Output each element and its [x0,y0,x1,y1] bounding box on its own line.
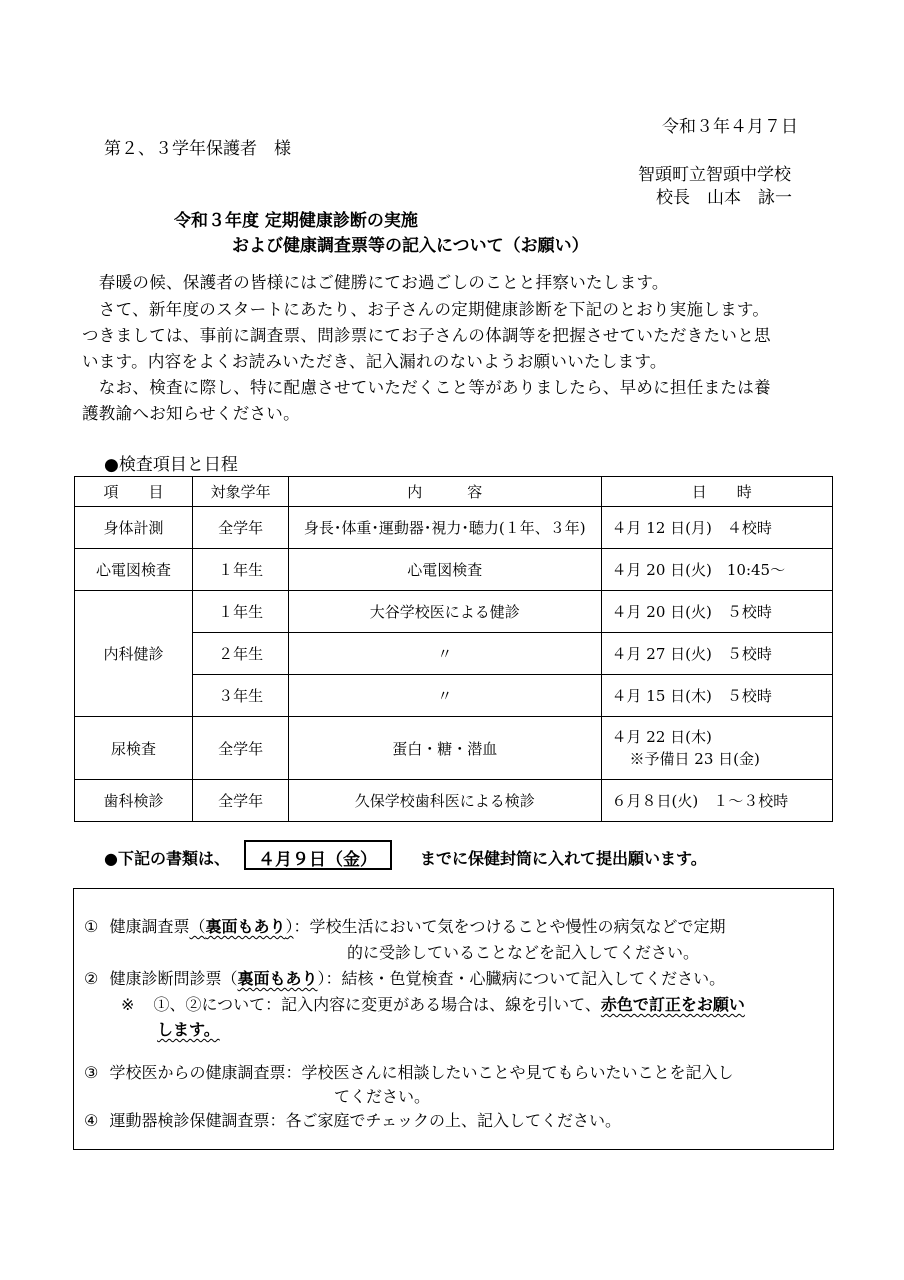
item-desc: ：学校医さんに相談したいことや見てもらいたいことを記入し [285,1063,734,1082]
schedule-table [74,476,833,822]
item-number: ④ [84,1111,99,1130]
cell-grade: １年生 [193,549,289,591]
table-row [75,549,833,591]
cell-date-group [601,717,832,780]
cell-item: 身体計測 [75,507,193,549]
cell-date: ４月 15 日(木) ５校時 [601,675,832,717]
body-line: さて、新年度のスタートにあたり、お子さんの定期健康診断を下記のとおり実施します。 [82,300,770,319]
item-name: 学校医からの健康調査票 [109,1063,286,1082]
cell-date: ４月 20 日(火) 10:45～ [601,549,832,591]
document-item-2: ② 健康診断問診票（裏面もあり）：結核・色覚検査・心臓病について記入してください。 [84,969,726,988]
recipient: 第２、３学年保護者 様 [104,139,291,159]
cell-grade: ２年生 [193,633,289,675]
cell-date: ４月 12 日(月) ４校時 [601,507,832,549]
item-number: ② [84,969,99,988]
cell-content: 蛋白・糖・潜血 [289,717,601,780]
item-number: ③ [84,1063,99,1082]
item-desc: ：各ご家庭でチェックの上、記入してください。 [269,1111,621,1130]
cell-item: 内科健診 [75,591,193,717]
cell-content: 身長･体重･運動器･視力･聴力(１年、３年) [289,507,601,549]
header-content: 内 容 [289,477,601,507]
item-number: ① [84,917,99,936]
cell-date: ４月 20 日(火) ５校時 [601,591,832,633]
table-row [75,780,833,822]
document-item-1-cont: 的に受診していることなどを記入してください。 [347,943,700,962]
body-line: つきましては、事前に調査票、問診票にてお子さんの体調等を把握させていただきたいと思 [82,326,771,345]
cell-date: ４月 22 日(木) [611,728,712,746]
table-row [75,507,833,549]
cell-content: 〃 [289,675,601,717]
document-date: 令和３年４月７日 [662,117,798,137]
document-item-3 [84,1060,733,1083]
cell-content: 大谷学校医による健診 [289,591,601,633]
cell-item: 歯科検診 [75,780,193,822]
caution-mark: ※ [121,995,135,1014]
cell-date-note: ※予備日 23 日(金) [629,750,760,768]
cell-item: 心電図検査 [75,549,193,591]
document-item-3-cont: てください。 [334,1087,431,1106]
item-name: 健康調査票 [109,917,190,936]
title-line-1: 令和３年度 定期健康診断の実施 [174,211,418,231]
item-desc: ：結核・色覚検査・心臓病について記入してください。 [325,969,726,988]
item-name: 健康診断問診票 [109,969,222,988]
cell-date: ４月 27 日(火) ５校時 [601,633,832,675]
header-date: 日 時 [601,477,832,507]
body-line: 春暖の候、保護者の皆様にはご健勝にてお過ごしのことと拝察いたします。 [82,273,669,292]
submission-prefix: ●下記の書類は、 [104,849,230,868]
deadline-box [244,840,392,870]
cell-content: 久保学校歯科医による検診 [289,780,601,822]
table-row [75,717,833,780]
caution-emphasis: 赤色で訂正をお願い [600,995,745,1014]
deadline-date: ４月９日（金） [258,850,377,870]
item-note: 裏面もあり [205,917,286,936]
body-line: なお、検査に際し、特に配慮させていただくこと等がありましたら、早めに担任または養 [82,378,771,397]
cell-item: 尿検査 [75,717,193,780]
cell-date: ６月８日(火) １～３校時 [601,780,832,822]
document-item-4 [84,1108,621,1131]
submission-suffix: までに保健封筒に入れて提出願います。 [420,849,707,868]
body-line: います。内容をよくお読みいただき、記入漏れのないようお願いいたします。 [82,352,667,371]
item-note: 裏面もあり [237,969,318,988]
cell-content: 心電図検査 [289,549,601,591]
cell-grade: 全学年 [193,507,289,549]
cell-content: 〃 [289,633,601,675]
principal-name: 校長 山本 詠一 [656,188,792,208]
school-name: 智頭町立智頭中学校 [638,165,791,185]
title-line-2: および健康調査票等の記入について（お願い） [232,236,589,256]
schedule-heading: ●検査項目と日程 [104,455,238,475]
cell-grade: 全学年 [193,717,289,780]
caution-text: ①、②について：記入内容に変更がある場合は、線を引いて、 [153,995,601,1014]
table-row [75,591,833,633]
cell-grade: １年生 [193,591,289,633]
header-item: 項 目 [75,477,193,507]
table-header-row [75,477,833,507]
caution-emphasis-cont: します。 [157,1020,220,1039]
body-line: 護教諭へお知らせください。 [82,404,300,423]
header-grade: 対象学年 [193,477,289,507]
item-name: 運動器検診保健調査票 [109,1111,270,1130]
item-desc: ：学校生活において気をつけることや慢性の病気などで定期 [293,917,726,936]
caution-note [121,992,745,1015]
cell-grade: ３年生 [193,675,289,717]
cell-grade: 全学年 [193,780,289,822]
document-item-1: ① 健康調査票（裏面もあり）：学校生活において気をつけることや慢性の病気などで定期 [84,917,726,936]
